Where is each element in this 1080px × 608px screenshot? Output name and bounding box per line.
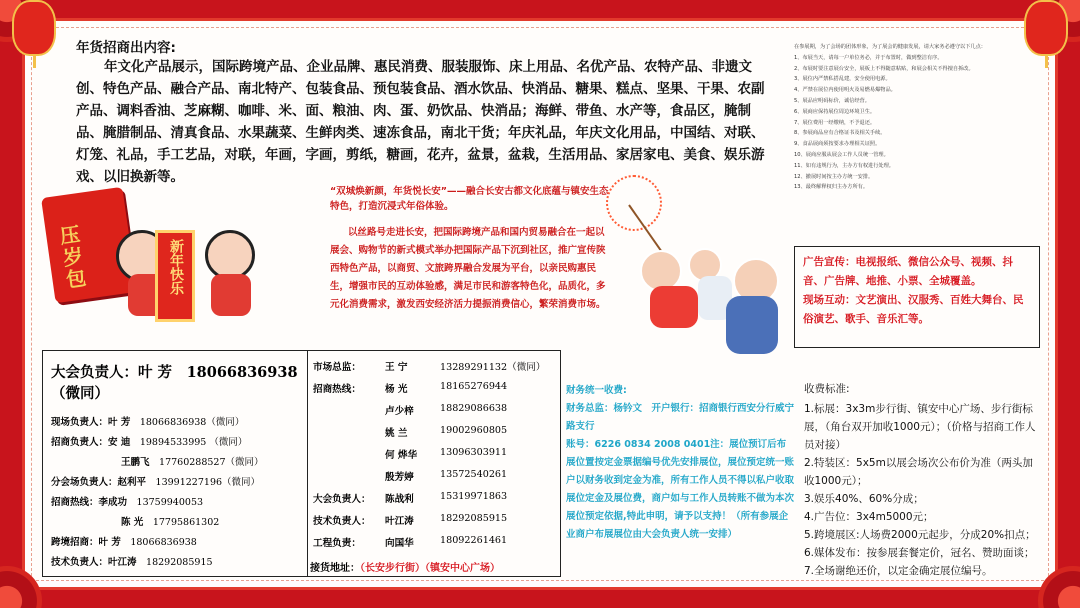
market-row: 姚 兰 19002960805 [385,425,508,439]
ad-content: 电视报纸、微信公众号、视频、抖音、广告牌、地推、小票、全城覆盖。 [803,256,1013,287]
market-row: 市场总监： 王 宁 13289291132（微同） [313,362,546,373]
market-row: 大会负责人： 陈战利 15319971863 [313,491,508,505]
market-row: 工程负责： 向国华 18092261461 [313,535,508,549]
market-row: 技术负责人： 叶江涛 18292085915 [313,513,508,527]
notice-item: 9、食品展商须按要求办理相关证照。 [794,141,881,148]
firework-icon [606,175,662,231]
event-description: 以丝路号走进长安，把国际跨境产品和国内贸易融合在一起以展会、购物节的新式模式举办把国际产品下沉到社区，推广宣传陕西特色产品，以商贸、文旅跨界融合发展为平台，以亲民购惠民生，增强市民的互动体验感，满足市民和游客特色化，品质化，多元化消费需求，激发西安经济活力提振消费信心，繁荣消费市场。 [330,227,606,310]
notice-item: 11、如有违规行为，主办方有权进行处理。 [794,162,894,169]
notice-item: 2、布展时要注意展台安全，展板上不得随意粘贴，和展会相关不得擅自拆改。 [794,65,974,72]
live-content: 文艺演出、汉服秀、百姓大舞台、民俗演艺、歌手、音乐汇等。 [803,294,1024,325]
market-row: 卢少梓 18829086638 [385,403,508,417]
fee-item: 1.标展：3x3m步行街、镇安中心广场、步行街标展，（角台双开加收1000元）；（价格与招商工作人员对接） [804,403,1036,451]
fee-item: 6.媒体发布：按参展套餐定价，冠名、赞助面谈； [804,547,1035,559]
contact-row: 技术负责人：叶江涛 18292085915 [51,557,213,568]
red-packet-text: 压岁包 [55,223,89,292]
new-year-banner [155,230,195,322]
family-clothing [650,286,698,328]
notice-item: 6、展商应保持展位周边环境卫生。 [794,108,876,115]
lantern-icon [12,0,56,56]
fee-item: 4.广告位：3x4m5000元； [804,511,934,523]
notice-list [794,42,1040,193]
main-contact: 大会负责人：叶 芳 18066836938（微同） [51,364,298,402]
market-contact-table [308,350,561,577]
child-body [211,274,251,316]
notice-item: 4、严禁在展位内使用明火及易燃易爆物品。 [794,87,896,94]
banner-text: 新年快乐 [168,239,184,295]
market-row: 何 烨华 13096303911 [385,447,508,461]
event-slogan: “双城焕新颜，年货悦长安”——融合长安古都文化底蕴与镇安生态特色，打造沉浸式年俗体验。 [330,186,609,212]
finance-notice [566,382,794,544]
notice-item: 13、最终解释权归主办方所有。 [794,184,869,191]
live-label: 现场互动： [803,294,856,306]
contact-table [42,350,308,577]
fee-item: 7.全场谢绝还价，以定金确定展位编号。 [804,565,993,577]
contact-row: 分会场负责人：赵利平 13991227196（微同） [51,477,261,488]
child-illustration [205,230,255,280]
market-row: 殷芳婷 13572540261 [385,469,508,483]
contact-row: 招商热线：李成功 13759940053 [51,497,204,508]
notice-item: 12、撤展时间按主办方统一安排。 [794,173,874,180]
notice-item: 5、展品应明码标价，诚信经营。 [794,97,870,104]
fee-item: 5.跨境展区:人场费2000元起步，分成20%扣点； [804,529,1036,541]
finance-line: 账号：6226 0834 2008 0401注：展位预订后布展位置按定金票据编号优先安排展位，展位预定统一账户以财务收到定金为准，所有工作人员不得以私户收取展位定金及展位费，商户如与工作人员转账不做为本次展位预定依据,特此申明，请予以支持！（所有参展企业商户布展展位由大会负责人统一安排） [566,439,795,540]
finance-line: 财务总监：杨钤文 开户银行：招商银行西安分行威宁路支行 [566,403,795,432]
notice-item: 在参展期，为了会场的团体形象，为了展会的健康发展，请大家务必遵守以下几点： [794,44,986,50]
family-clothing [726,296,778,354]
contact-row: 现场负责人：叶 芳 18066836938（微同） [51,417,245,428]
fee-item: 3.娱乐40%、60%分成； [804,493,924,505]
advertising-box [794,246,1040,348]
contact-row: 王鹏飞 17760288527（微同） [121,457,264,468]
notice-item: 10、展商应服从展会工作人员统一管理。 [794,151,889,158]
intro-text: 年文化产品展示，国际跨境产品、企业品牌、惠民消费、服装服饰、床上用品、名优产品、农特产品、非遗文创、特色产品、融合产品、南北特产、包装食品、预包装食品、酒水饮品、快消品、糖果、糕点、坚果、干果、农副产品、调料香油、芝麻糊、咖啡、米、面、粮油、肉、蛋、奶饮品、快消品；海鲜、带鱼、水产等，食品区，腌制品、腌腊制品、清真食品、水果蔬菜、生鲜肉类、速冻食品，南北干货；年庆礼品，年庆文化用品，中国结、对联、灯笼、礼品，手工艺品，对联，年画，字画，剪纸，糖画，花卉，盆景，盆栽，生活用品、家居家电、美食、娱乐游戏、以旧换新等。 [76,59,765,185]
ad-label: 广告宣传： [803,256,856,268]
contact-row: 跨境招商：叶 芳 18066836938 [51,537,197,548]
contact-row: 陈 光 17795861302 [121,517,220,528]
fee-item: 2.特装区：5x5m以展会场次公布价为准（两头加收1000元）； [804,457,1033,487]
contact-row: 招商负责人：安 迪 19894533995 （微同） [51,437,248,448]
delivery-address: 接货地址：（长安步行街）（镇安中心广场） [310,563,500,574]
notice-item: 8、参展商品应有合格证书及相关手续。 [794,130,886,137]
notice-item: 3、展位内严禁私搭乱建，安全使用电源。 [794,76,891,83]
fee-standard [804,380,1036,580]
page-title: 年货招商出内容: [76,40,176,56]
finance-title: 财务统一收费: [566,385,627,396]
notice-item: 7、展位费用一经缴纳，不予退还。 [794,119,876,126]
notice-item: 1、布展当天，请每一户单位务必，并于布置时，做到整洁有序。 [794,54,943,61]
market-row: 招商热线： 杨 光 18165276944 [313,381,508,395]
fee-title: 收费标准: [804,383,850,395]
